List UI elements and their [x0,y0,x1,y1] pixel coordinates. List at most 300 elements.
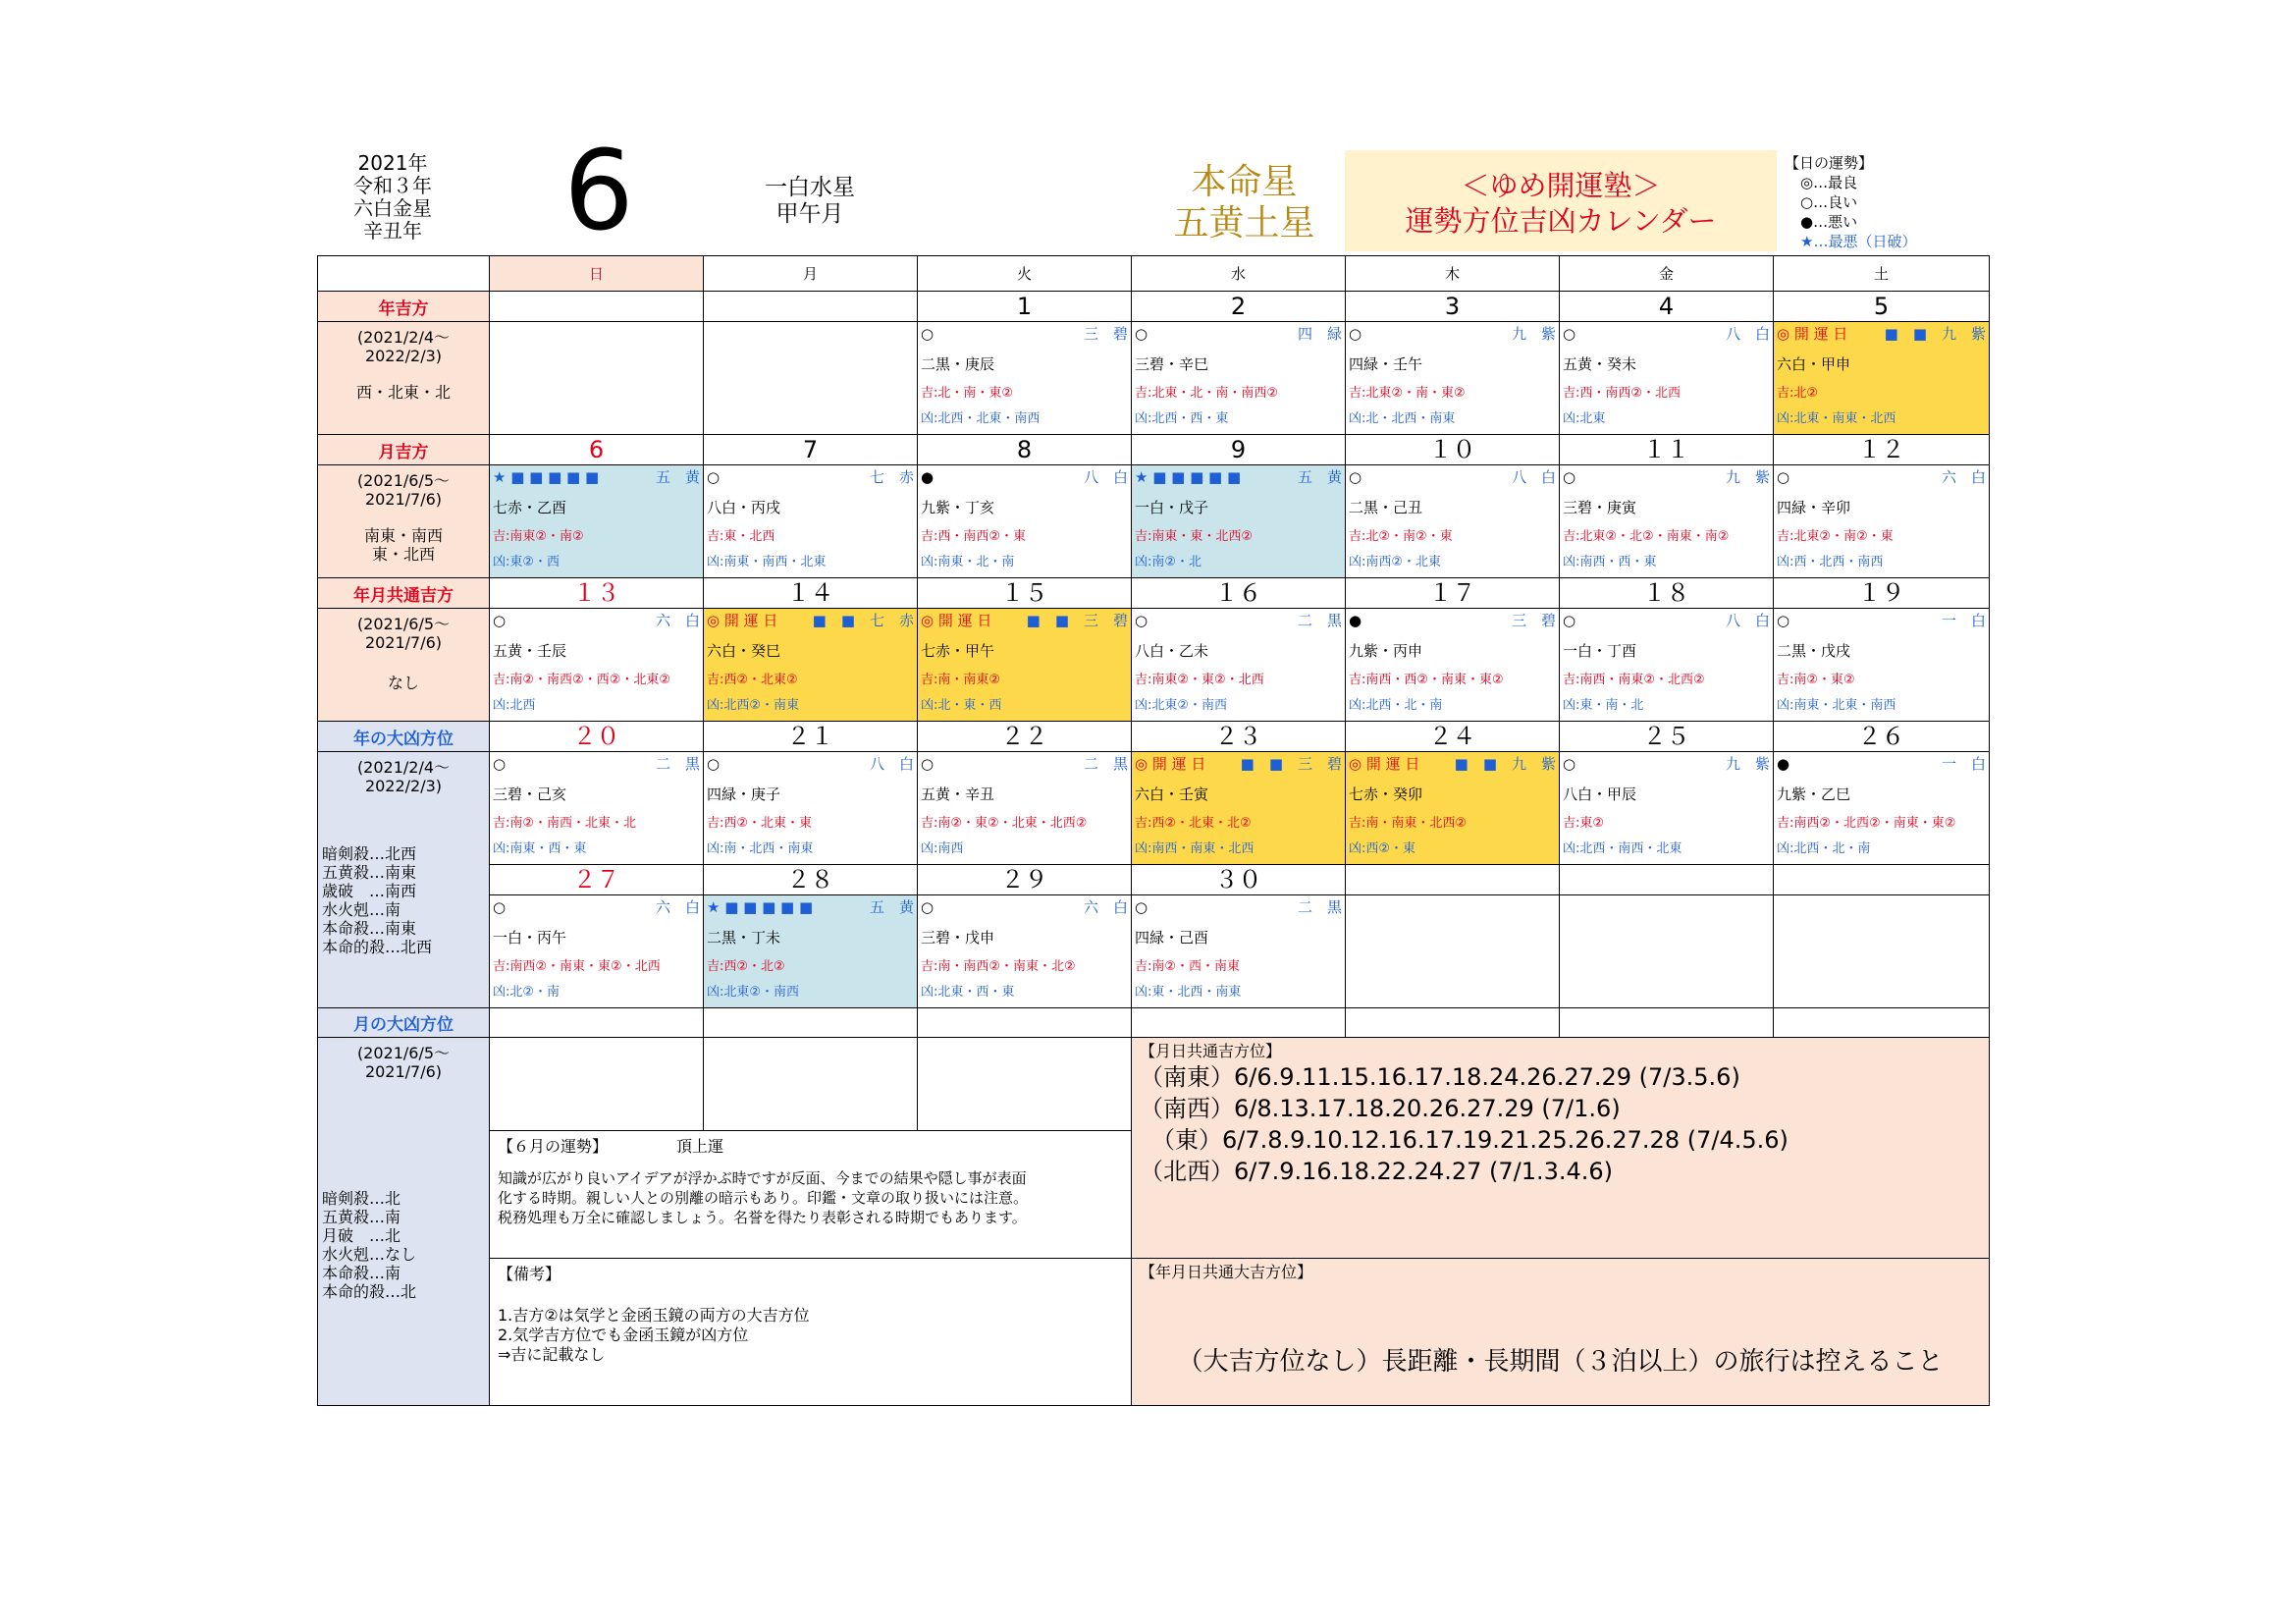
month-star-line: 甲午月 [775,201,844,227]
unlucky-directions: 凶:北東②・南西 [707,985,800,1000]
side-label: 年吉方 [318,292,490,322]
date-number: ３０ [1132,865,1346,895]
great-lucky-box [1132,1259,1990,1406]
day-fortune-row [921,613,1128,636]
day-cell[interactable] [1774,752,1990,865]
day-star: 一 白 [1941,755,1986,773]
side-text: 2021/7/6) [364,1062,443,1081]
side-info [318,752,490,1008]
date-number-row [318,578,1990,609]
lucky-directions: 吉:南東②・東②・北西 [1135,673,1264,687]
unlucky-directions: 凶:北東 [1563,411,1606,426]
day-fortune-row [921,756,1128,780]
day-star: 二 黒 [1083,755,1128,773]
date-number: 2 [1132,292,1346,322]
date-number [1346,865,1560,895]
unlucky-directions: 凶:北②・南 [493,985,561,1000]
day-fortune-row [493,469,700,493]
date-number: ２７ [490,865,704,895]
date-number: １８ [1560,578,1774,609]
side-label: 年の大凶方位 [318,722,490,752]
unlucky-directions: 凶:南②・北 [1135,555,1202,569]
notes-line: ⇒吉に記載なし [498,1345,606,1364]
side-text: 暗剣殺…北 [322,1189,401,1208]
date-number-row [318,435,1990,465]
unlucky-directions: 凶:北・北西・南東 [1349,411,1456,426]
side-text: 暗剣殺…北西 [322,844,417,863]
day-cell[interactable] [490,322,704,435]
weekday-tue: 火 [918,256,1132,292]
calendar-table [317,255,1990,1406]
date-number-row [318,292,1990,322]
side-text: 2022/2/3) [364,347,443,365]
day-fortune-row [1135,899,1342,923]
legend-item: ○…良い [1800,193,1858,211]
empty-cell [1560,1008,1774,1038]
unlucky-directions: 凶:北・東・西 [921,698,1002,713]
fortune-mark: ● [1777,755,1790,773]
legend-item: ◎…最良 [1800,174,1858,191]
date-number: 8 [918,435,1132,465]
legend-title: 【日の運勢】 [1785,154,1874,172]
day-cell[interactable] [490,895,704,1008]
day-star: 八 白 [1725,325,1770,343]
unlucky-directions: 凶:北東・西・東 [921,985,1015,1000]
calendar-title [1345,150,1777,251]
day-star: 四 緑 [1297,325,1342,343]
honmei-line: 五黄土星 [1173,203,1315,244]
legend-item: ●…悪い [1800,213,1858,231]
day-star: 一 白 [1941,612,1986,629]
day-star: ■ ■ 三 碧 [1240,755,1342,773]
day-cell[interactable] [1774,895,1990,1008]
unlucky-directions: 凶:南東・北・南 [921,555,1015,569]
unlucky-directions: 凶:南東・西・東 [493,841,587,856]
day-star: 三 碧 [1083,325,1128,343]
day-fortune-row [1777,613,1986,636]
side-text: (2021/2/4～ [356,328,451,347]
day-fortune-row [1135,326,1342,350]
date-number: ２４ [1346,722,1560,752]
date-number: ２９ [918,865,1132,895]
side-text: 歳破 …南西 [322,882,417,900]
unlucky-directions: 凶:北西 [493,698,536,713]
day-star: 九 紫 [1725,755,1770,773]
day-kanshi: 九紫・丙申 [1349,642,1423,660]
day-kanshi: 四緑・壬午 [1349,355,1423,373]
unlucky-directions: 凶:北西・北・南 [1777,841,1871,856]
unlucky-directions: 凶:北西・南西・北東 [1563,841,1682,856]
year-line: 辛丑年 [363,219,422,243]
day-cell[interactable] [1132,322,1346,435]
lucky-directions: 吉:東・北西 [707,529,775,544]
day-cell[interactable] [918,895,1132,1008]
box-title: 【６月の運勢】 [498,1137,609,1156]
weekday-sun: 日 [490,256,704,292]
day-cell[interactable] [1560,465,1774,578]
date-number: 1 [918,292,1132,322]
lucky-directions: 吉:南・南東② [921,673,1001,687]
day-star: 八 白 [1725,612,1770,629]
day-fortune-row [1135,756,1342,780]
day-fortune-row [1777,326,1986,350]
fortune-mark: ○ [493,755,507,773]
fortune-box [490,1131,1132,1259]
empty-cell [1346,1008,1560,1038]
year-line: 2021年 [357,151,428,175]
day-cell[interactable] [1774,322,1990,435]
weekday-fri: 金 [1560,256,1774,292]
unlucky-directions: 凶:北西・北・南 [1349,698,1443,713]
day-cell[interactable] [490,609,704,722]
day-star: 五 黄 [1297,468,1342,486]
date-number-row [318,722,1990,752]
day-cell[interactable] [1346,895,1560,1008]
day-fortune-row [493,613,700,636]
unlucky-directions: 凶:北東②・南西 [1135,698,1228,713]
fortune-text: 化する時期。親しい人との別離の暗示もあり。印鑑・文章の取り扱いには注意。 [498,1189,1029,1207]
date-number [704,292,918,322]
day-fortune-row [1563,326,1770,350]
day-kanshi: 四緑・己酉 [1135,929,1209,947]
great-lucky-text: （大吉方位なし）長距離・長期間（３泊以上）の旅行は控えること [1177,1347,1944,1377]
day-content-row [318,465,1990,578]
date-number: ２１ [704,722,918,752]
day-kanshi: 四緑・辛卯 [1777,499,1851,516]
fortune-mark: ○ [1777,468,1790,486]
empty-cell [704,1008,918,1038]
day-kanshi: 八白・乙未 [1135,642,1209,660]
day-star: 五 黄 [655,468,700,486]
day-kanshi: 五黄・辛丑 [921,785,995,803]
side-label: 月の大凶方位 [318,1008,490,1038]
corner-cell [318,256,490,292]
side-text: 五黄殺…南 [322,1208,401,1226]
notes-line: 2.気学吉方位でも金函玉鏡が凶方位 [498,1326,749,1344]
day-kanshi: 八白・丙戌 [707,499,781,516]
empty-cell [490,1038,704,1131]
notes-line: 1.吉方②は気学と金函玉鏡の両方の大吉方位 [498,1306,810,1325]
fortune-keyword: 頂上運 [676,1137,724,1156]
day-fortune-row [1563,613,1770,636]
day-cell[interactable] [704,465,918,578]
unlucky-directions: 凶:南西②・北東 [1349,555,1442,569]
weekday-wed: 水 [1132,256,1346,292]
day-kanshi: 二黒・己丑 [1349,499,1423,516]
common-days-line: （南東）6/6.9.11.15.16.17.18.24.26.27.29 (7/3.5.6) [1140,1063,1740,1091]
legend-worst: ★…最悪（日破） [1800,233,1917,250]
day-cell[interactable] [918,322,1132,435]
side-text: なし [387,674,419,692]
day-cell[interactable] [1132,895,1346,1008]
lucky-directions: 吉:南②・南西・北東・北 [493,816,637,831]
day-fortune-row [707,756,914,780]
empty-cell [704,1038,918,1131]
date-number: １７ [1346,578,1560,609]
unlucky-directions: 凶:西・北西・南西 [1777,555,1884,569]
lucky-directions: 吉:北② [1777,386,1819,401]
day-cell[interactable] [1132,752,1346,865]
side-text: 2021/7/6) [364,490,443,509]
fortune-mark: ○ [707,468,721,486]
day-kanshi: 二黒・庚辰 [921,355,995,373]
side-text: (2021/6/5～ [356,1044,451,1062]
date-number: ２２ [918,722,1132,752]
date-number: 4 [1560,292,1774,322]
weekday-sat: 土 [1774,256,1990,292]
day-fortune-row [921,326,1128,350]
day-kanshi: 一白・丁酉 [1563,642,1637,660]
day-content-row [318,609,1990,722]
day-cell[interactable] [704,609,918,722]
year-info [324,152,461,243]
day-cell[interactable] [1346,322,1560,435]
lucky-directions: 吉:西・南西②・北西 [1563,386,1682,401]
fortune-mark: ○ [1563,755,1576,773]
date-number: ２８ [704,865,918,895]
box-title: 【年月日共通大吉方位】 [1140,1263,1313,1281]
unlucky-directions: 凶:北西・北東・南西 [921,411,1041,426]
day-cell[interactable] [1346,465,1560,578]
day-kanshi: 七赤・癸卯 [1349,785,1423,803]
day-content-row [318,895,1990,1008]
day-star: 八 白 [1083,468,1128,486]
day-fortune-row [707,469,914,493]
lucky-directions: 吉:南・南西②・南東・北② [921,959,1076,974]
day-star: 五 黄 [869,898,914,916]
date-number [490,292,704,322]
side-info [318,1038,490,1406]
fortune-mark: ○ [921,325,934,343]
unlucky-directions: 凶:北西・西・東 [1135,411,1229,426]
day-kanshi: 七赤・乙酉 [493,499,567,516]
day-fortune-row [1349,326,1556,350]
day-cell[interactable] [1774,465,1990,578]
day-cell[interactable] [1346,609,1560,722]
day-fortune-row [1563,756,1770,780]
date-number: 5 [1774,292,1990,322]
calendar-grid [317,255,1989,1483]
box-title: 【備考】 [498,1265,561,1283]
side-text: 2022/2/3) [364,777,443,795]
day-cell[interactable] [918,752,1132,865]
day-cell[interactable] [1560,322,1774,435]
lucky-directions: 吉:南東・東・北西② [1135,529,1254,544]
empty-cell [1132,1008,1346,1038]
day-kanshi: 九紫・丁亥 [921,499,995,516]
honmei-line: 本命星 [1191,162,1298,202]
lucky-directions: 吉:南西・西②・南東・東② [1349,673,1504,687]
lucky-directions: 吉:北・南・東② [921,386,1014,401]
date-number: １９ [1774,578,1990,609]
fortune-mark: ○ [1563,468,1576,486]
day-cell[interactable] [1132,609,1346,722]
bottom-row-3 [318,1259,1990,1406]
unlucky-directions: 凶:南東・北東・南西 [1777,698,1896,713]
day-fortune-row [1563,469,1770,493]
day-kanshi: 九紫・乙巳 [1777,785,1851,803]
fortune-text: 知識が広がり良いアイデアが浮かぶ時ですが反面、今までの結果や隠し事が表面 [498,1169,1027,1187]
fortune-mark: ◎ 開 運 日 [1777,325,1848,343]
common-days-box [1132,1038,1990,1259]
notes-box [490,1259,1132,1406]
day-star: 七 赤 [869,468,914,486]
day-fortune-row [921,469,1128,493]
day-cell[interactable] [918,609,1132,722]
month-star-line: 一白水星 [765,175,855,200]
day-cell[interactable] [704,895,918,1008]
day-fortune-row [921,899,1128,923]
day-cell[interactable] [1774,609,1990,722]
date-number: ２０ [490,722,704,752]
fortune-mark: ◎ 開 運 日 [921,612,992,629]
date-number: １３ [490,578,704,609]
date-number: 3 [1346,292,1560,322]
side-text: 西・北東・北 [355,383,451,402]
date-number: １０ [1346,435,1560,465]
lucky-directions: 吉:西②・北東② [707,673,798,687]
day-star: 六 白 [1083,898,1128,916]
day-star: ■ ■ 九 紫 [1884,325,1986,343]
day-cell[interactable] [918,465,1132,578]
lucky-directions: 吉:北東②・北②・南東・南② [1563,529,1730,544]
fortune-mark: ◎ 開 運 日 [707,612,778,629]
side-text: (2021/6/5～ [356,471,451,490]
day-star: 二 黒 [655,755,700,773]
side-text: 水火剋…南 [322,900,401,919]
day-fortune-row [707,613,914,636]
fortune-mark: ★ ■ ■ ■ ■ ■ [493,468,600,486]
weekday-row [318,256,1990,292]
date-number: １５ [918,578,1132,609]
day-star: 九 紫 [1511,325,1556,343]
fortune-mark: ○ [493,898,507,916]
fortune-mark: ○ [1777,612,1790,629]
day-cell[interactable] [1346,752,1560,865]
fortune-mark: ○ [707,755,721,773]
legend [1785,153,1961,251]
day-cell[interactable] [490,752,704,865]
fortune-mark: ○ [1135,325,1148,343]
side-text: 2021/7/6) [364,633,443,652]
side-text: 東・北西 [371,545,435,564]
day-star: 八 白 [1511,468,1556,486]
fortune-mark: ◎ 開 運 日 [1349,755,1420,773]
date-number: ２３ [1132,722,1346,752]
month-bad-row [318,1008,1990,1038]
unlucky-directions: 凶:北東・南東・北西 [1777,411,1896,426]
date-number: 7 [704,435,918,465]
day-kanshi: 六白・甲申 [1777,355,1851,373]
day-cell[interactable] [1132,465,1346,578]
fortune-mark: ○ [493,612,507,629]
honmei-star [1148,162,1340,244]
day-fortune-row [493,899,700,923]
year-line: 六白金星 [353,196,432,220]
day-star: 二 黒 [1297,898,1342,916]
day-cell[interactable] [1560,895,1774,1008]
fortune-mark: ○ [1135,898,1148,916]
day-star: 六 白 [1941,468,1986,486]
fortune-mark: ◎ 開 運 日 [1135,755,1206,773]
date-number: ２５ [1560,722,1774,752]
side-text: 五黄殺…南東 [322,863,417,882]
date-number: １２ [1774,435,1990,465]
lucky-directions: 吉:北東・北・南・南西② [1135,386,1279,401]
date-number: ２６ [1774,722,1990,752]
day-fortune-row [1135,469,1342,493]
lucky-directions: 吉:北東②・南②・東 [1777,529,1894,544]
unlucky-directions: 凶:東・北西・南東 [1135,985,1242,1000]
lucky-directions: 吉:東② [1563,816,1605,831]
common-days-line: （東）6/7.8.9.10.12.16.17.19.21.25.26.27.28 (7/4.5.6) [1140,1126,1789,1154]
day-kanshi: 一白・丙午 [493,929,567,947]
lucky-directions: 吉:南②・東② [1777,673,1855,687]
title-line: 運勢方位吉凶カレンダー [1405,204,1717,238]
day-star: 三 碧 [1511,612,1556,629]
lucky-directions: 吉:南西②・南東・東②・北西 [493,959,661,974]
side-text: 水火剋…なし [322,1245,417,1264]
lucky-directions: 吉:南②・西・南東 [1135,959,1241,974]
side-info [318,465,490,578]
unlucky-directions: 凶:南西・南東・北西 [1135,841,1255,856]
day-fortune-row [1349,469,1556,493]
day-kanshi: 二黒・戊戌 [1777,642,1851,660]
day-fortune-row [1349,613,1556,636]
side-text: 本命的殺…北 [322,1282,417,1301]
title-line: ＜ゆめ開運塾＞ [1461,169,1661,202]
day-star: 九 紫 [1725,468,1770,486]
date-number: １１ [1560,435,1774,465]
day-cell[interactable] [490,465,704,578]
empty-cell [490,1008,704,1038]
bottom-row-1 [318,1038,1990,1131]
side-text: 南東・南西 [363,526,443,545]
lucky-directions: 吉:南東②・南② [493,529,584,544]
day-cell[interactable] [704,322,918,435]
day-fortune-row [493,756,700,780]
day-kanshi: 三碧・戊申 [921,929,995,947]
date-number: １６ [1132,578,1346,609]
day-content-row [318,322,1990,435]
lucky-directions: 吉:西②・北② [707,959,785,974]
day-kanshi: 一白・戊子 [1135,499,1209,516]
side-label: 月吉方 [318,435,490,465]
day-star: ■ ■ 七 赤 [812,612,914,629]
weekday-thu: 木 [1346,256,1560,292]
side-text: (2021/2/4～ [356,758,451,777]
fortune-mark: ○ [1349,468,1362,486]
day-cell[interactable] [1560,752,1774,865]
side-text: 本命殺…南 [322,1264,401,1282]
day-star: ■ ■ 三 碧 [1026,612,1128,629]
side-text: 本命的殺…北西 [322,938,433,956]
date-number [1774,865,1990,895]
day-cell[interactable] [1560,609,1774,722]
lucky-directions: 吉:西②・北東・北② [1135,816,1252,831]
day-kanshi: 五黄・壬辰 [493,642,567,660]
fortune-header [498,1137,1123,1157]
lucky-directions: 吉:西②・北東・東 [707,816,813,831]
day-cell[interactable] [704,752,918,865]
fortune-mark: ○ [921,755,934,773]
lucky-directions: 吉:南西・南東②・北西② [1563,673,1705,687]
day-fortune-row [1777,756,1986,780]
lucky-directions: 吉:南②・南西②・西②・北東② [493,673,670,687]
year-line: 令和３年 [353,174,432,197]
unlucky-directions: 凶:南西 [921,841,964,856]
side-info [318,322,490,435]
